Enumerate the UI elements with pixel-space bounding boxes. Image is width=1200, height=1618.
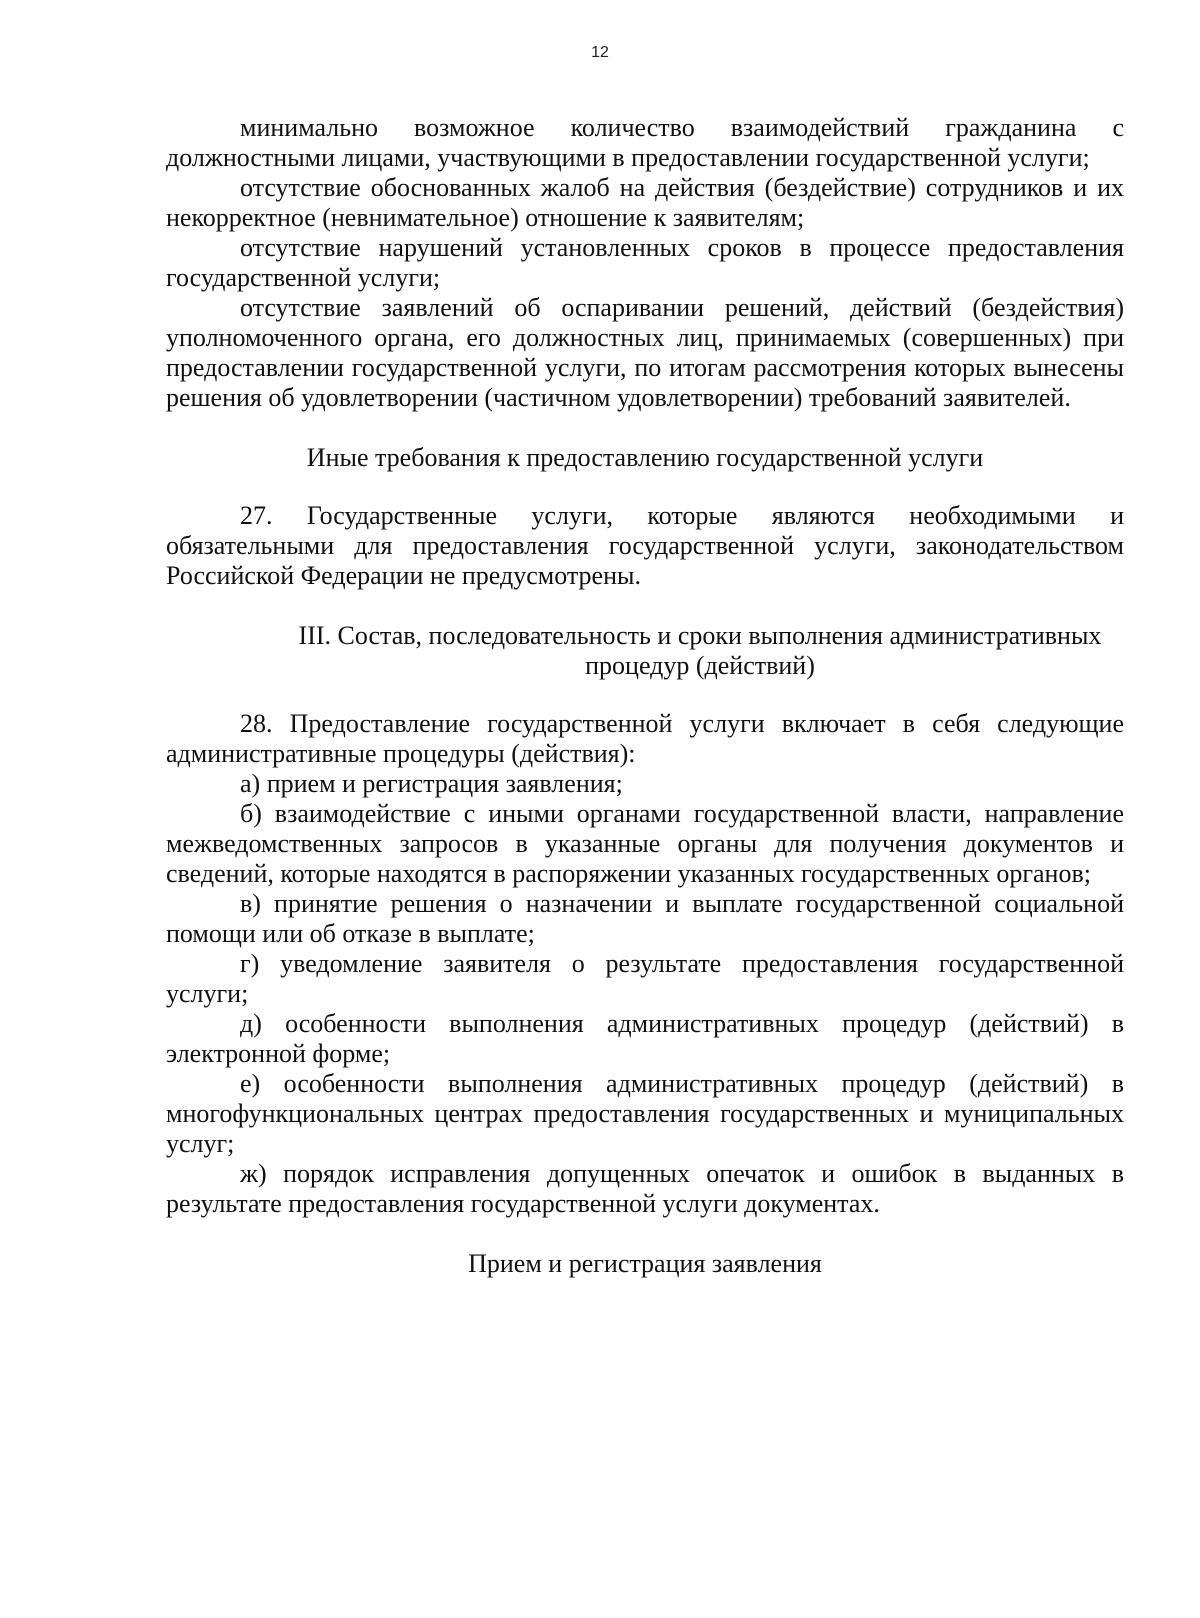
- list-item: е) особенности выполнения административных процедур (действий) в многофункциональных центрах предоставления государственных и муниципальных услуг;: [166, 1069, 1124, 1158]
- list-item: б) взаимодействие с иными органами государственной власти, направление межведомственных запросов в указанные органы для получения документов и сведений, которые находятся в распоряжении указанных государственных органов;: [166, 799, 1124, 888]
- paragraph: минимально возможное количество взаимодействий гражданина с должностными лицами, участвующими в предоставлении государственной услуги;: [166, 113, 1124, 172]
- section-heading: Иные требования к предоставлению государственной услуги: [306, 443, 984, 472]
- section-heading: III. Состав, последовательность и сроки выполнения административных процедур (действий): [298, 621, 1102, 680]
- section-heading: Прием и регистрация заявления: [468, 1249, 822, 1278]
- list-item: а) прием и регистрация заявления;: [240, 769, 623, 798]
- page-number: 12: [591, 44, 609, 61]
- list-item: г) уведомление заявителя о результате предоставления государственной услуги;: [166, 949, 1124, 1008]
- paragraph: отсутствие обоснованных жалоб на действия (бездействие) сотрудников и их некорректное (невнимательное) отношение к заявителям;: [166, 173, 1124, 232]
- document-body: [166, 113, 1124, 1279]
- list-item: в) принятие решения о назначении и выплате государственной социальной помощи или об отказе в выплате;: [166, 889, 1124, 948]
- paragraph: 27. Государственные услуги, которые являются необходимыми и обязательными для предоставления государственной услуги, законодательством Российской Федерации не предусмотрены.: [166, 501, 1124, 590]
- paragraph: отсутствие заявлений об оспаривании решений, действий (бездействия) уполномоченного органа, его должностных лиц, принимаемых (совершенных) при предоставлении государственной услуги, по итогам рассмотрения которых вынесены решения об удовлетворении (частичном удовлетворении) требований заявителей.: [166, 293, 1124, 412]
- paragraph: 28. Предоставление государственной услуги включает в себя следующие административные процедуры (действия):: [166, 709, 1124, 768]
- list-item: д) особенности выполнения административных процедур (действий) в электронной форме;: [166, 1009, 1124, 1068]
- paragraph: отсутствие нарушений установленных сроков в процессе предоставления государственной услуги;: [166, 233, 1124, 292]
- list-item: ж) порядок исправления допущенных опечаток и ошибок в выданных в результате предоставления государственной услуги документах.: [166, 1159, 1124, 1218]
